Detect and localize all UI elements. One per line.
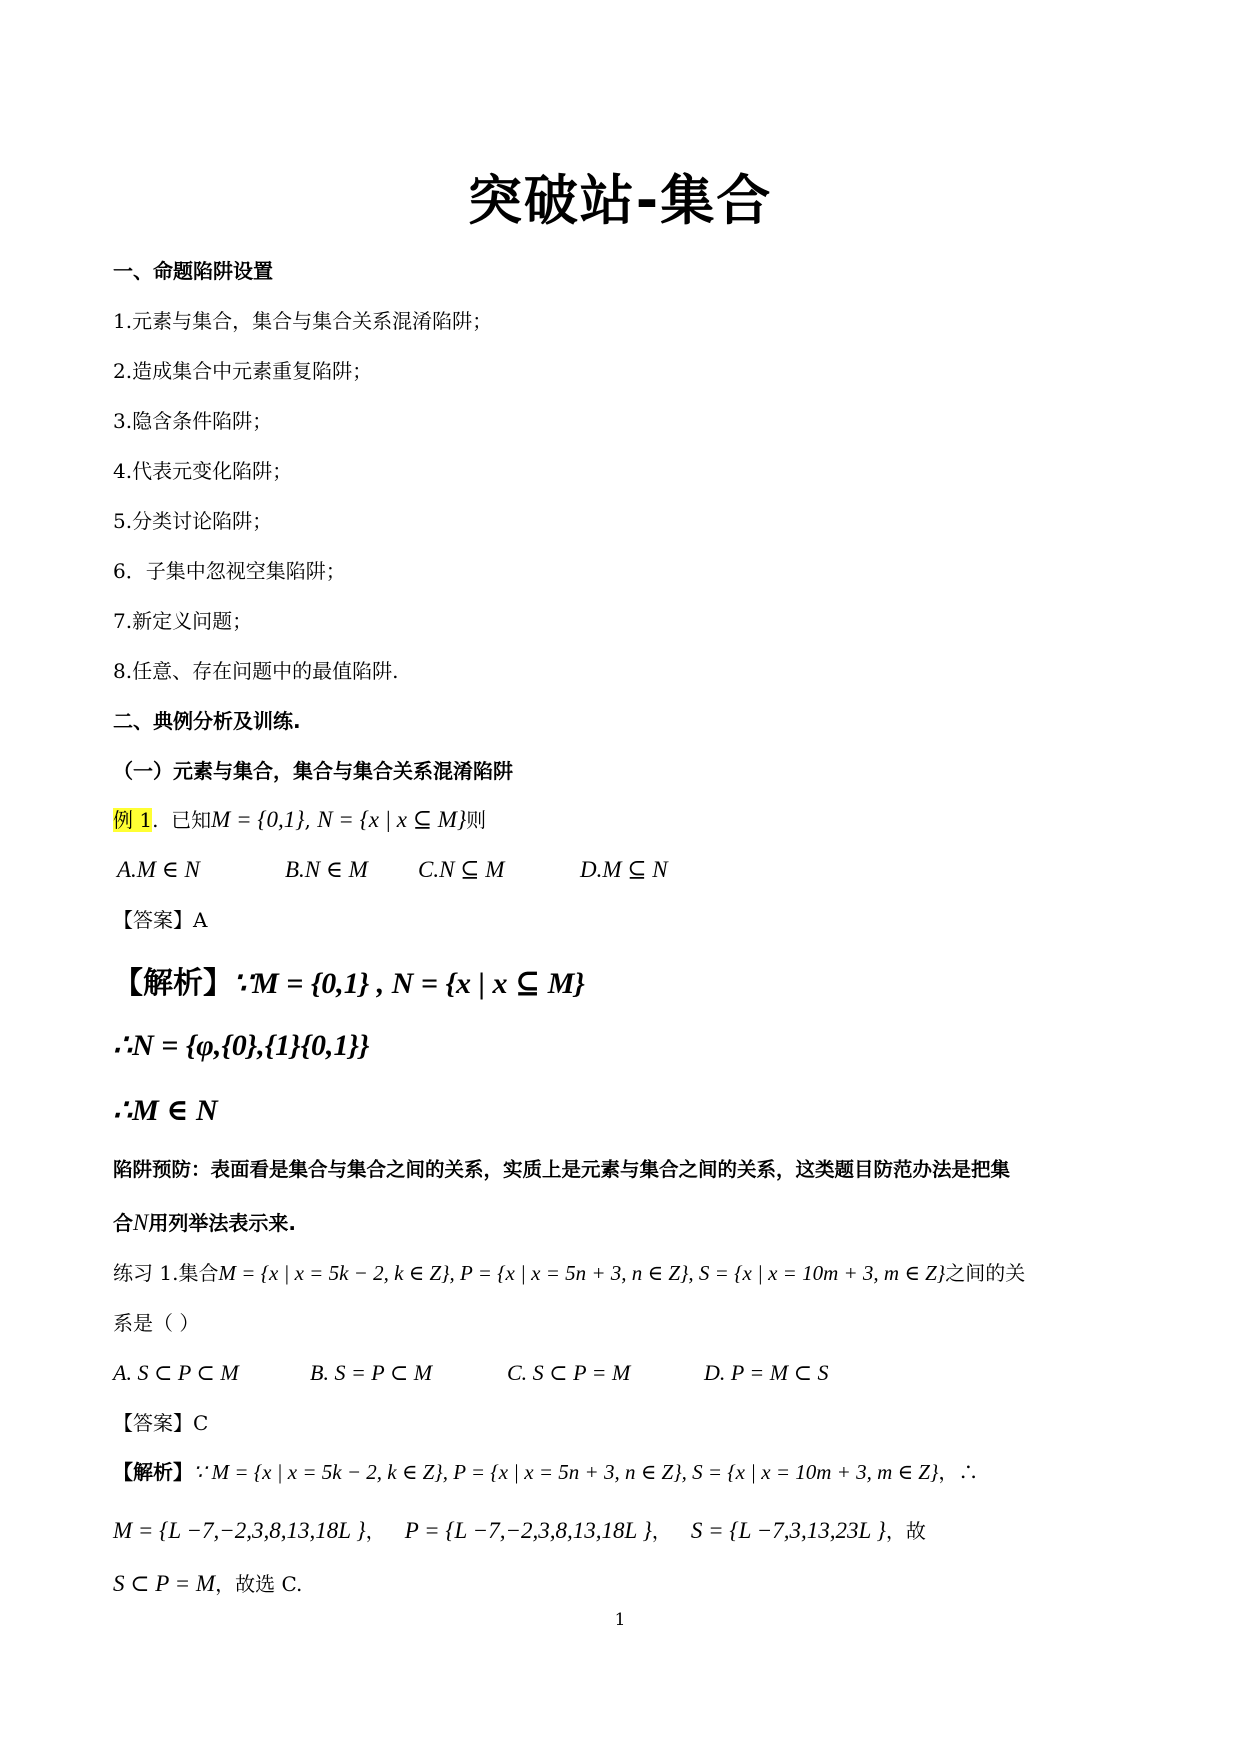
page-number: 1: [614, 1610, 626, 1630]
trap-item-3: 3.隐含条件陷阱；: [113, 409, 273, 433]
example-1-analysis-line-1: 【解析】∵M = {0,1} , N = {x | x ⊆ M}: [113, 967, 585, 1000]
practice-1-analysis-line-3: S ⊂ P = M，故选 C.: [113, 1571, 303, 1596]
trap-item-7: 7.新定义问题；: [113, 609, 253, 633]
option-b: B.N ∈ M: [285, 857, 368, 882]
option-b: B. S = P ⊂ M: [310, 1360, 433, 1385]
trap-item-2: 2.造成集合中元素重复陷阱；: [113, 359, 373, 383]
example-1-question: 例 1. 已知M = {0,1}, N = {x | x ⊆ M}则: [113, 807, 487, 832]
trap-item-1: 1.元素与集合，集合与集合关系混淆陷阱；: [113, 309, 493, 333]
trap-item-5: 5.分类讨论陷阱；: [113, 509, 273, 533]
example-1-analysis-line-3: ∴M ∈ N: [113, 1094, 218, 1127]
option-d: D. P = M ⊂ S: [704, 1360, 829, 1385]
option-a: A.M ∈ N: [117, 857, 200, 882]
analysis-label: 【解析】: [113, 967, 233, 1000]
example-label: 例 1: [113, 808, 153, 832]
analysis-label: 【解析】: [113, 1460, 193, 1484]
practice-1-question: 练习 1.集合M = {x | x = 5k − 2, k ∈ Z}, P = {x | x = 5n + 3, n ∈ Z}, S = {x | x = 10m + 3, m ∈ Z}之间的关: [113, 1261, 1026, 1285]
option-d: D.M ⊆ N: [580, 857, 668, 882]
subsection-heading-1: （一）元素与集合，集合与集合关系混淆陷阱: [113, 759, 513, 783]
example-1-options: [117, 856, 668, 884]
page-title: 突破站-集合: [467, 169, 773, 232]
option-c: C.N ⊆ M: [418, 857, 505, 882]
section-heading-traps: 一、命题陷阱设置: [113, 259, 273, 283]
example-1-analysis-line-2: ∴N = {φ,{0},{1}{0,1}}: [113, 1029, 370, 1062]
practice-1-analysis-line-1: 【解析】∵ M = {x | x = 5k − 2, k ∈ Z}, P = {x | x = 5n + 3, n ∈ Z}, S = {x | x = 10m + 3, m ∈ Z}，∴: [113, 1460, 979, 1484]
trap-prevention-line-2: 合N用列举法表示来.: [113, 1210, 296, 1235]
trap-item-4: 4.代表元变化陷阱；: [113, 459, 293, 483]
practice-1-analysis-line-2: M = {L −7,−2,3,8,13,18L }， P = {L −7,−2,3,8,13,18L }， S = {L −7,3,13,23L }，故: [113, 1518, 926, 1543]
practice-1-options: [113, 1359, 829, 1387]
option-c: C. S ⊂ P = M: [507, 1360, 631, 1385]
option-a: A. S ⊂ P ⊂ M: [113, 1360, 239, 1385]
practice-1-question-cont: 系是（ ）: [113, 1311, 200, 1335]
trap-item-8: 8.任意、存在问题中的最值陷阱.: [113, 659, 399, 683]
trap-item-6: 6．子集中忽视空集陷阱；: [113, 559, 346, 583]
section-heading-examples: 二、典例分析及训练.: [113, 709, 301, 733]
example-1-answer: 【答案】A: [113, 908, 208, 932]
trap-prevention-line-1: 陷阱预防：表面看是集合与集合之间的关系，实质上是元素与集合之间的关系，这类题目防范办法是把集: [113, 1158, 1011, 1181]
practice-1-answer: 【答案】C: [113, 1411, 209, 1435]
